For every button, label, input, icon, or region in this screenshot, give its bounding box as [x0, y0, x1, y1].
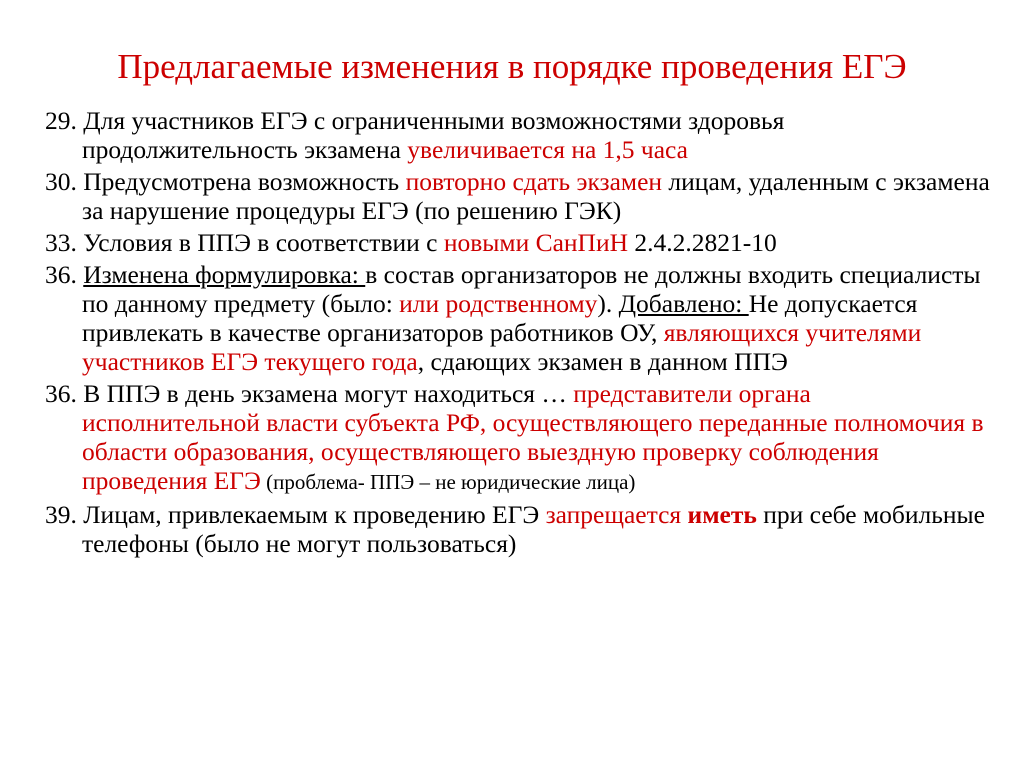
item-highlight: увеличивается на 1,5 часа	[407, 135, 688, 164]
item-highlight: или родственному	[399, 289, 598, 318]
item-number: 29.	[45, 106, 77, 135]
item-underlined-label: Добавлено:	[618, 289, 749, 318]
item-underlined-label: Изменена формулировка:	[83, 260, 366, 289]
item-bold-highlight: иметь	[687, 500, 757, 529]
item-note: (проблема- ППЭ – не юридические лица)	[260, 470, 636, 494]
item-highlight: представители органа исполнительной власти субъекта РФ, осуществляющего переданные полномочия в области образования, осуществляющего выездную проверку соблюдения проведения ЕГЭ	[82, 379, 984, 495]
item-text: 2.4.2.2821-10	[628, 228, 777, 257]
item-text: В ППЭ в день экзамена могут находиться …	[76, 379, 574, 408]
list-item-30	[45, 167, 990, 225]
slide-title: Предлагаемые изменения в порядке проведения ЕГЭ	[117, 47, 907, 86]
item-text: ).	[597, 289, 619, 318]
item-highlight: запрещается	[545, 500, 688, 529]
item-text: Не допускается привлекать в качестве организаторов работников ОУ,	[82, 289, 918, 347]
item-text: , сдающих экзамен в данном ППЭ	[417, 347, 788, 376]
list-item-39	[45, 500, 990, 558]
list-item-33	[45, 228, 990, 257]
item-number: 36.	[45, 260, 77, 289]
item-number: 39.	[45, 500, 77, 529]
item-number: 36.	[45, 379, 77, 408]
item-number: 33.	[45, 228, 77, 257]
item-text: Для участников ЕГЭ с ограниченными возможностями здоровья продолжительность экзамена	[76, 106, 785, 164]
item-text: Лицам, привлекаемым к проведению ЕГЭ	[76, 500, 546, 529]
item-text: в состав организаторов не должны входить специалисты по данному предмету (было:	[82, 260, 981, 318]
item-text: лицам, удаленным с экзамена за нарушение процедуры ЕГЭ (по решению ГЭК)	[82, 167, 990, 225]
item-highlight: новыми СанПиН	[443, 228, 629, 257]
item-highlight: являющихся учителями участников ЕГЭ текущего года	[82, 318, 922, 376]
list-item-36-a	[45, 260, 990, 376]
changes-list	[45, 106, 990, 561]
list-item-36-b	[45, 379, 990, 497]
list-item-29	[45, 106, 990, 164]
item-text: Предусмотрена возможность	[76, 167, 406, 196]
item-text: Условия в ППЭ в соответствии с	[76, 228, 444, 257]
item-number: 30.	[45, 167, 77, 196]
item-highlight: повторно сдать экзамен	[405, 167, 663, 196]
item-text: при себе мобильные телефоны (было не могут пользоваться)	[82, 500, 985, 558]
